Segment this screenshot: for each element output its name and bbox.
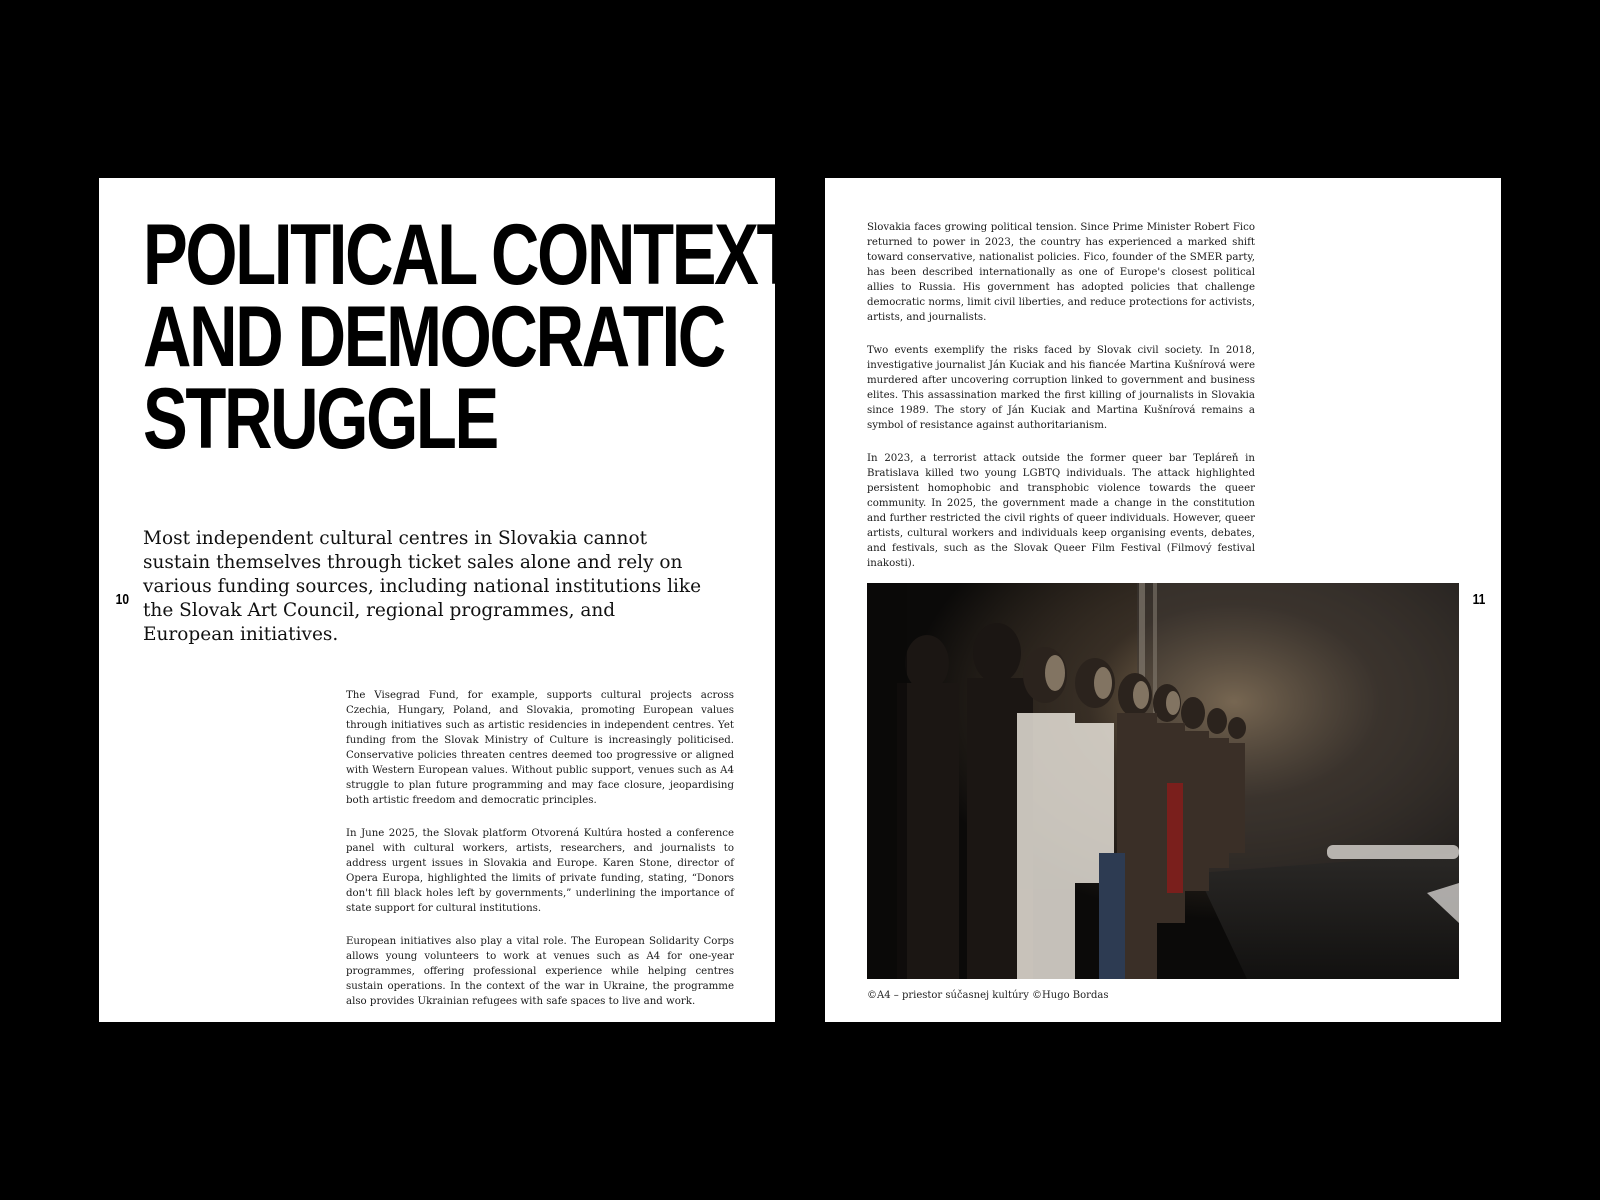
page-number-left: 10 [115,591,130,608]
photo-caption: ©A4 – priestor súčasnej kultúry ©Hugo Bordas [867,990,1109,1001]
title-line: STRUGGLE [143,371,497,467]
body-paragraph: Slovakia faces growing political tension. Since Prime Minister Robert Fico returned to power in 2023, the country has experienced a marked shift toward conservative, nationalist policies. Fico, founder of the SMER party, has been described internationally as one of Europe's closest political allies to Russia. His government has adopted policies that challenge democratic norms, limit civil liberties, and reduce protections for activists, artists, and journalists. [867,222,1255,323]
left-page [99,178,796,1022]
right-body-text [867,220,1255,589]
title-line: AND DEMOCRATIC [143,289,724,385]
body-paragraph: Two events exemplify the risks faced by Slovak civil society. In 2018, investigative journalist Ján Kuciak and his fiancée Martina Kušnírová were murdered after uncovering corruption linked to government and business elites. This assassination marked the first killing of journalists in Slovakia since 1989. The story of Ján Kuciak and Martina Kušnírová remains a symbol of resistance against authoritarianism. [867,345,1255,431]
right-page [825,178,1501,1022]
page-number-right: 11 [1472,591,1486,608]
page-title [143,207,796,467]
body-paragraph: In 2023, a terrorist attack outside the former queer bar Tepláreň in Bratislava killed two young LGBTQ individuals. The attack highlighted persistent homophobic and transphobic violence towards the queer community. In 2025, the government made a change in the constitution and further restricted the civil rights of queer individuals. However, queer artists, cultural workers and individuals keep organising events, debates, and festivals, such as the Slovak Queer Film Festival (Filmový festival inakosti). [867,453,1255,569]
lede-paragraph: Most independent cultural centres in Slovakia cannot sustain themselves through ticket sales alone and rely on various funding sources, including national institutions like the Slovak Art Council, regional programmes, and European initiatives. [143,528,702,645]
audience-photo-illustration [867,583,1459,979]
body-paragraph: European initiatives also play a vital role. The European Solidarity Corps allows young volunteers to work at venues such as A4 for one-year programmes, offering professional experience while helping centres sustain operations. In the context of the war in Ukraine, the programme also provides Ukrainian refugees with safe spaces to live and work. [346,936,734,1007]
left-body-text [346,688,734,1027]
audience-photo [867,583,1459,979]
title-line: POLITICAL CONTEXT [143,207,796,303]
body-paragraph: In June 2025, the Slovak platform Otvorená Kultúra hosted a conference panel with cultural workers, artists, researchers, and journalists to address urgent issues in Slovakia and Europe. Karen Stone, director of Opera Europa, highlighted the limits of private funding, stating, “Donors don't fill black holes left by governments,” underlining the importance of state support for cultural institutions. [346,828,734,914]
body-paragraph: The Visegrad Fund, for example, supports cultural projects across Czechia, Hungary, Poland, and Slovakia, promoting European values through initiatives such as artistic residencies in independent centres. Yet funding from the Slovak Ministry of Culture is increasingly politicised. Conservative policies threaten centres deemed too progressive or aligned with Western European values. Without public support, venues such as A4 struggle to plan future programming and may face closure, jeopardising both artistic freedom and democratic principles. [346,690,734,806]
